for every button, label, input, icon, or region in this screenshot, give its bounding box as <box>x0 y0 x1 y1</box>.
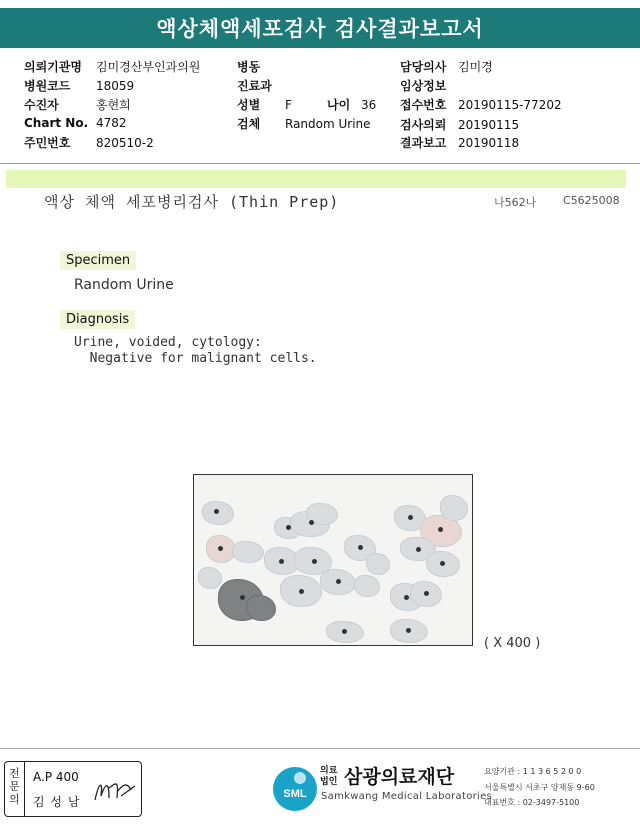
diagnosis-line-1: Urine, voided, cytology: <box>74 335 262 350</box>
age-value: 36 <box>361 98 377 112</box>
org-phone: 대표번호 : 02-3497-5100 <box>484 798 580 807</box>
dept-label: 진료과 <box>237 79 272 93</box>
specimen-text: Random Urine <box>74 277 174 293</box>
receipt-value: 20190115-77202 <box>458 98 562 112</box>
examinee-value: 홍현희 <box>96 98 131 112</box>
section-title: 액상 체액 세포병리검사 (Thin Prep) <box>44 193 340 211</box>
ap-number: A.P 400 <box>33 770 79 784</box>
clinical-label: 임상정보 <box>400 79 447 93</box>
id-label: 주민번호 <box>24 136 71 150</box>
specimen-label: 검체 <box>237 117 261 131</box>
logo-text: SML <box>283 788 307 800</box>
doctor-label: 담당의사 <box>400 60 447 74</box>
chart-label: Chart No. <box>24 116 89 130</box>
doctor-value: 김미경 <box>458 60 493 74</box>
sex-value: F <box>285 98 292 112</box>
section-code-right: C5625008 <box>563 194 620 207</box>
ward-label: 병동 <box>237 60 261 74</box>
id-value: 820510-2 <box>96 136 154 150</box>
hospital-code-value: 18059 <box>96 79 135 93</box>
magnification-label: ( X 400 ) <box>484 636 541 651</box>
specimen-heading: Specimen <box>60 251 136 270</box>
highlight-strip <box>6 170 626 188</box>
institution-value: 김미경산부인과의원 <box>96 60 201 74</box>
org-name: 삼광의료재단 <box>344 766 455 788</box>
sml-logo-icon <box>270 764 320 814</box>
hospital-code-label: 병원코드 <box>24 79 71 93</box>
report-value: 20190118 <box>458 136 520 150</box>
chart-value: 4782 <box>96 116 127 130</box>
diagnosis-line-2: Negative for malignant cells. <box>74 351 317 366</box>
institution-label: 의뢰기관명 <box>24 60 82 74</box>
header-divider <box>0 163 640 164</box>
sex-label: 성별 <box>237 98 261 112</box>
section-code-left: 나562나 <box>494 196 537 209</box>
specialist-label: 전문의 <box>5 762 25 816</box>
report-title: 액상체액세포검사 검사결과보고서 <box>0 8 640 48</box>
org-english-name: Samkwang Medical Laboratories <box>321 791 493 802</box>
org-code: 요양기관 : 1 1 3 6 5 2 0 0 <box>484 767 582 776</box>
signature-icon <box>91 774 137 808</box>
age-label: 나이 <box>327 98 351 112</box>
cytology-image <box>193 474 473 646</box>
request-value: 20190115 <box>458 118 520 132</box>
report-label: 결과보고 <box>400 136 447 150</box>
specialist-box <box>4 761 142 817</box>
footer-divider <box>0 748 640 749</box>
diagnosis-heading: Diagnosis <box>60 310 135 329</box>
org-prefix: 의료법인 <box>320 766 338 787</box>
request-label: 검사의뢰 <box>400 118 447 132</box>
org-address: 서울특별시 서초구 양재동 9-60 <box>484 783 595 792</box>
examinee-label: 수진자 <box>24 98 59 112</box>
doctor-name: 김 성 남 <box>33 795 81 809</box>
receipt-label: 접수번호 <box>400 98 447 112</box>
specimen-value: Random Urine <box>285 117 371 131</box>
